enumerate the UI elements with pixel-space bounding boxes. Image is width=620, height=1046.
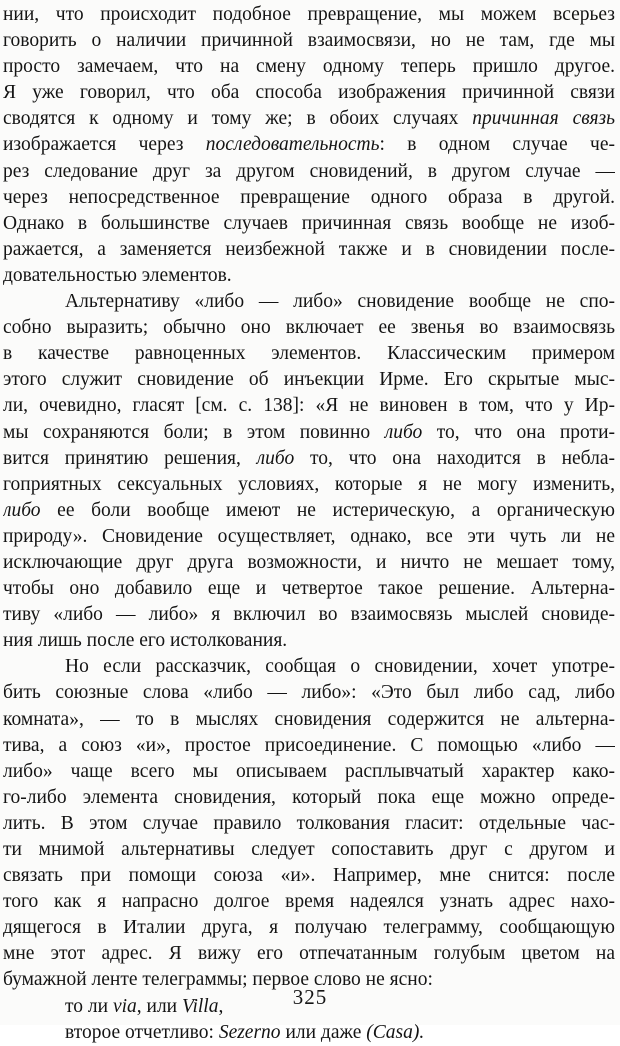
text-segment: Однако в большинстве случаев причинная связь вообще не изоб-	[3, 212, 615, 234]
text-line	[3, 628, 615, 654]
text-line	[3, 420, 615, 446]
italic-text: причинная связь	[472, 108, 615, 130]
text-segment: ражается, а заменяется неизбежной также и в сновидении после-	[3, 238, 615, 260]
text-line	[3, 106, 615, 132]
text-line	[3, 863, 615, 889]
text-line	[3, 289, 615, 315]
text-segment: сводятся к одному и тому же; в обоих случаях	[3, 108, 473, 130]
text-line	[3, 393, 615, 419]
text-line	[3, 2, 615, 28]
text-segment: изображается через	[3, 134, 206, 156]
italic-text: via	[112, 995, 137, 1017]
text-segment: ,	[218, 995, 224, 1017]
italic-text: (Casa).	[366, 1021, 425, 1043]
text-segment: ее боли вообще имеют не истерическую, а органическую	[40, 499, 615, 521]
text-line	[3, 132, 615, 158]
page-number: 325	[292, 985, 328, 1009]
text-segment: ли, очевидно, гласят [см. с. 138]: «Я не виновен в том, что у Ир-	[3, 395, 615, 417]
text-segment: либо» чаще всего мы описываем расплывчатый характер како-	[3, 760, 615, 782]
text-segment: Но если рассказчик, сообщая о сновидении, хочет употре-	[65, 656, 615, 678]
text-segment: то, что она находится в небла-	[294, 447, 615, 469]
text-segment: вится принятию решения,	[3, 447, 257, 469]
text-segment: го-либо элемента сновидения, который пока еще можно опреде-	[3, 786, 615, 808]
text-line	[3, 54, 615, 80]
italic-text: либо	[256, 447, 295, 469]
text-line	[3, 576, 615, 602]
text-segment: мне этот адрес. Я вижу его отпечатанным голубым цветом на	[3, 943, 615, 965]
text-segment: тиву «либо — либо» я включил во взаимосвязь мыслей сновиде-	[3, 604, 615, 626]
text-line	[3, 733, 615, 759]
text-segment: Альтернативу «либо — либо» сновидение вообще не спо-	[65, 291, 615, 313]
text-segment: лить. В этом случае правило толкования гласит: отдельные час-	[3, 812, 615, 834]
body-text	[3, 2, 615, 1046]
text-segment: в качестве равноценных элементов. Классическим примером	[3, 343, 615, 365]
text-line	[3, 654, 615, 680]
text-line	[3, 602, 615, 628]
text-line	[3, 915, 615, 941]
text-segment: Я уже говорил, что оба способа изображения причинной связи	[3, 82, 615, 104]
text-segment: просто замечаем, что на смену одному теперь пришло другое.	[3, 56, 615, 78]
italic-text: либо	[3, 499, 41, 521]
text-line	[3, 498, 615, 524]
text-line	[3, 341, 615, 367]
text-segment: бить союзные слова «либо — либо»: «Это был либо сад, либо	[3, 682, 615, 704]
text-segment: говорить о наличии причинной взаимосвязи, но не там, где мы	[3, 30, 615, 52]
text-segment: то, что она проти-	[422, 421, 615, 443]
text-segment: , или	[136, 995, 182, 1017]
text-line	[3, 680, 615, 706]
text-segment: исключающие друг друга возможности, и ничто не мешает тому,	[3, 551, 615, 573]
text-segment: через непосредственное превращение одного образа в другой.	[3, 186, 615, 208]
text-segment: гоприятных сексуальных условиях, которые я не могу изменить,	[3, 473, 615, 495]
text-segment: этого служит сновидение об инъекции Ирме. Его скрытые мыс-	[3, 369, 615, 391]
text-segment: ния лишь после его истолкования.	[3, 630, 288, 652]
text-segment: мы сохраняются боли; в этом повинно	[3, 421, 385, 443]
text-segment: того как я напрасно долгое время надеялся узнать адрес нахо-	[3, 891, 615, 913]
text-line	[3, 811, 615, 837]
text-line	[3, 315, 615, 341]
text-segment: дящегося в Италии друга, я получаю телеграмму, сообщающую	[3, 917, 615, 939]
text-segment: комната», — то в мыслях сновидения содержится не альтерна-	[3, 708, 615, 730]
text-line	[3, 472, 615, 498]
italic-text: Villa	[182, 995, 219, 1017]
text-segment: бумажной ленте телеграммы; первое слово не ясно:	[3, 969, 433, 991]
text-line	[3, 80, 615, 106]
text-line	[3, 889, 615, 915]
text-line	[3, 941, 615, 967]
text-line	[3, 759, 615, 785]
text-segment: природу». Сновидение осуществляет, однако, все эти чуть ли не	[3, 525, 615, 547]
text-line	[3, 159, 615, 185]
text-line	[3, 211, 615, 237]
text-line	[3, 28, 615, 54]
text-segment: чтобы оно добавило еще и четвертое такое решение. Альтерна-	[3, 578, 615, 600]
text-segment: связать при помощи союза «и». Например, мне снится: после	[3, 865, 615, 887]
text-segment: : в одном случае че-	[379, 134, 615, 156]
text-segment: тива, а союз «и», простое присоединение. С помощью «либо —	[3, 734, 615, 756]
text-line	[3, 446, 615, 472]
italic-text: Sezerno	[218, 1021, 281, 1043]
text-segment: или даже	[280, 1021, 367, 1043]
text-line	[3, 785, 615, 811]
text-line	[3, 185, 615, 211]
italic-text: либо	[384, 421, 423, 443]
text-line	[3, 550, 615, 576]
text-segment: собно выразить; обычно оно включает ее звенья во взаимосвязь	[3, 317, 615, 339]
text-segment: довательностью элементов.	[3, 264, 232, 286]
text-segment: нии, что происходит подобное превращение, мы можем всерьез	[3, 4, 615, 25]
text-segment: то ли	[65, 995, 113, 1017]
text-line	[3, 237, 615, 263]
text-line	[3, 263, 615, 289]
text-line	[3, 1020, 615, 1046]
text-line	[3, 524, 615, 550]
text-line	[3, 837, 615, 863]
italic-text: последовательность	[205, 134, 380, 156]
text-segment: второе отчетливо:	[65, 1021, 219, 1043]
text-segment: ти мнимой альтернативы следует сопоставить друг с другом и	[3, 839, 615, 860]
text-line	[3, 367, 615, 393]
text-line	[3, 707, 615, 733]
text-segment: рез следование друг за другом сновидений, в другом случае —	[3, 160, 615, 182]
